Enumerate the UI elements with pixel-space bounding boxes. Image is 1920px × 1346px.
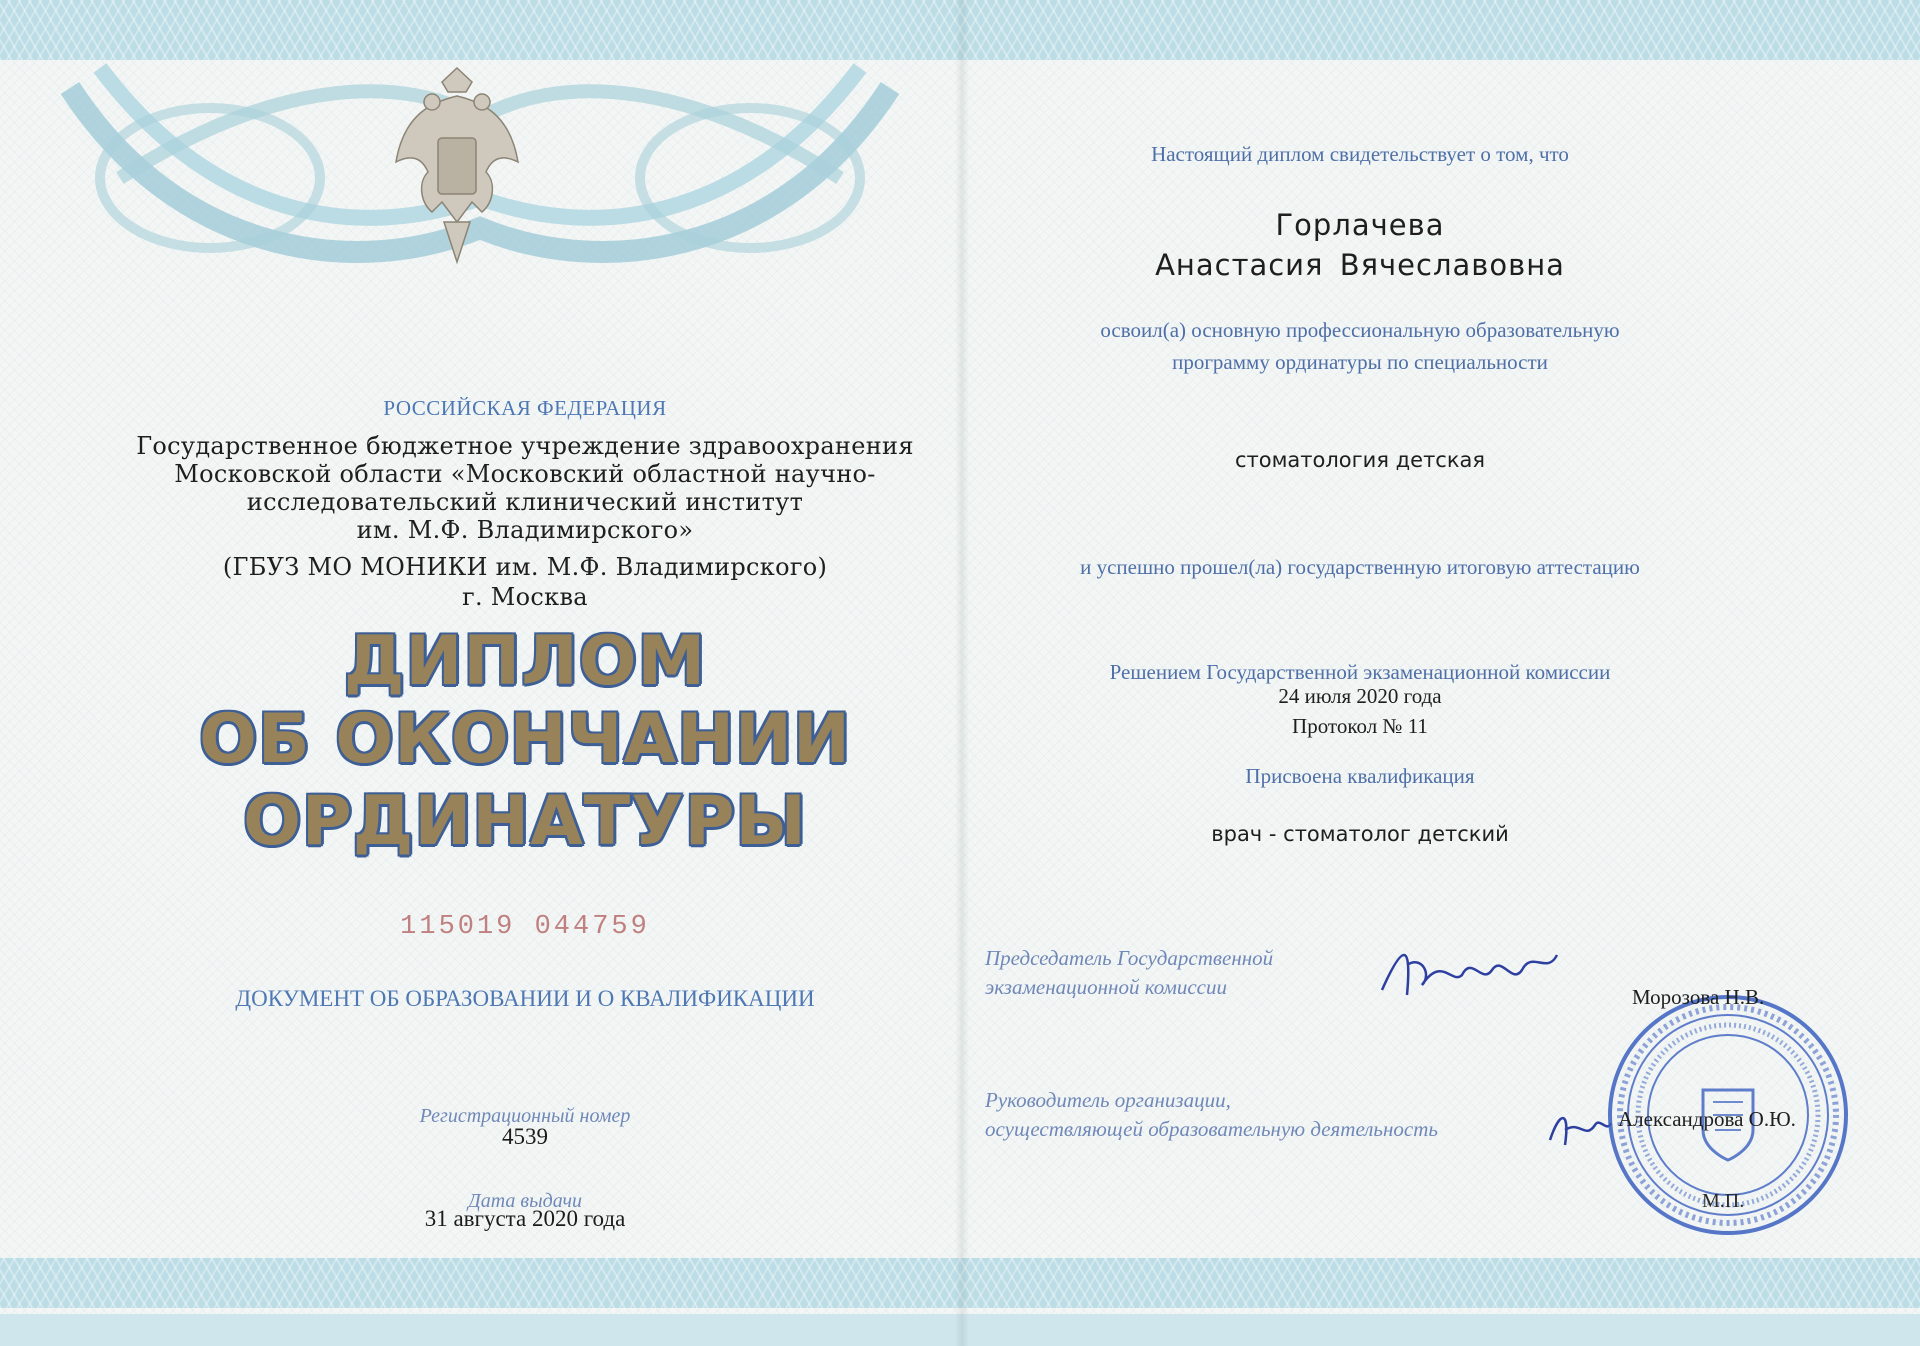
country-name: РОССИЙСКАЯ ФЕДЕРАЦИЯ [383,396,667,420]
mastered-line-2: программу ординатуры по специальности [1172,350,1548,374]
institution-line-4: им. М.Ф. Владимирского» [356,516,694,544]
head-label-line-1: Руководитель организации, [985,1088,1231,1112]
graduate-given-names: Анастасия Вячеславовна [1155,248,1565,282]
institution-line-3: исследовательский клинический институт [246,488,804,516]
qualification: врач - стоматолог детский [1211,822,1509,846]
document-type: ДОКУМЕНТ ОБ ОБРАЗОВАНИИ И О КВАЛИФИКАЦИИ [235,986,815,1011]
intro-text: Настоящий диплом свидетельствует о том, что [1151,142,1569,166]
title-line-1: ДИПЛОМ [343,622,707,701]
mastered-line-1: освоил(а) основную профессиональную образовательную [1100,318,1620,342]
attestation-text: и успешно прошел(ла) государственную итоговую аттестацию [1080,555,1640,579]
qualification-label: Присвоена квалификация [1245,764,1475,788]
head-label-line-2: осуществляющей образовательную деятельность [985,1117,1438,1141]
protocol-number: Протокол № 11 [1292,714,1428,738]
institution-line-6: г. Москва [462,583,588,611]
specialty: стоматология детская [1234,448,1486,472]
registration-label: Регистрационный номер [419,1105,631,1127]
serial-number: 115019 044759 [400,912,650,942]
institution-line-2: Московской области «Московский областной научно- [174,460,876,488]
institution-line-1: Государственное бюджетное учреждение здравоохранения [136,432,914,460]
head-name: Александрова О.Ю. [1618,1107,1796,1131]
chair-label-line-1: Председатель Государственной [985,946,1274,970]
russian-coat-of-arms-icon [392,62,522,272]
issue-date: 31 августа 2020 года [424,1206,626,1231]
decision-date: 24 июля 2020 года [1278,684,1442,708]
chair-name: Морозова Н.В. [1632,985,1765,1009]
title-line-2: ОБ ОКОНЧАНИИ [199,700,851,779]
issue-date-label: Дата выдачи [467,1190,583,1212]
seal-mark: М.П. [1702,1190,1745,1212]
institution-line-5: (ГБУЗ МО МОНИКИ им. М.Ф. Владимирского) [222,553,828,581]
chair-signature [1372,935,1572,1010]
graduate-surname: Горлачева [1275,208,1445,242]
chair-label-line-2: экзаменационной комиссии [985,975,1227,999]
registration-number: 4539 [502,1124,548,1149]
commission-decision: Решением Государственной экзаменационной комиссии [1109,660,1611,684]
title-line-3: ОРДИНАТУРЫ [243,782,807,861]
